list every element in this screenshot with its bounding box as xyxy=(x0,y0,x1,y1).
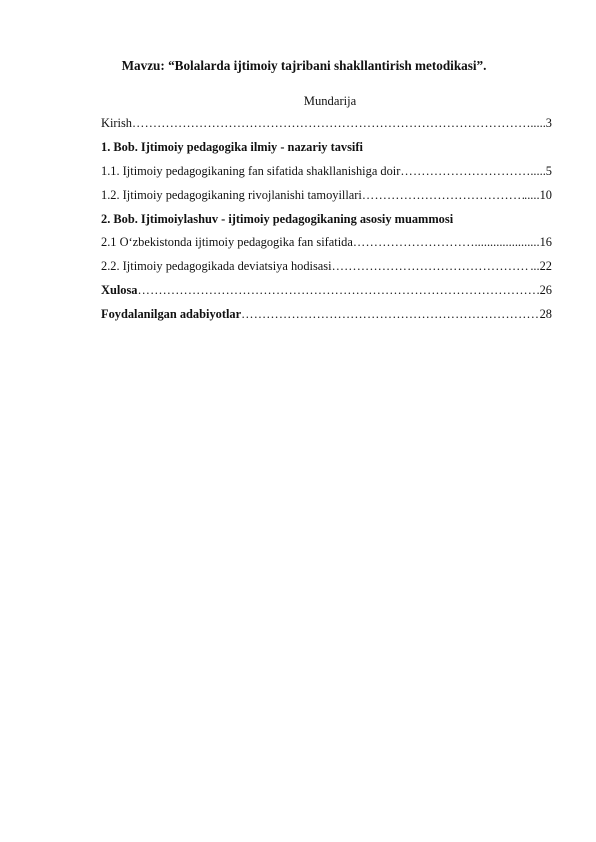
dot-leader xyxy=(138,283,540,298)
toc-entry-page: .....3 xyxy=(530,116,552,130)
dot-leader xyxy=(353,235,475,250)
dot-leader xyxy=(241,307,540,322)
toc-entry-references xyxy=(101,307,552,331)
dot-leader xyxy=(332,259,531,274)
toc-entry-label: 2.2. Ijtimoiy pedagogikada deviatsiya hodisasi xyxy=(101,259,332,274)
toc-entry-label: 1.1. Ijtimoiy pedagogikaning fan sifatida shakllanishiga doir xyxy=(101,163,401,178)
toc-entry-1-2 xyxy=(101,188,552,212)
toc-entry-page: 26 xyxy=(539,283,552,298)
toc-entry-conclusion xyxy=(101,283,552,307)
toc-entry-page: 28 xyxy=(539,307,552,322)
toc-entry-label: Xulosa xyxy=(101,283,138,298)
toc-entry-2-1 xyxy=(101,235,552,259)
dot-leader xyxy=(400,164,530,179)
toc-entry-label: Kirish xyxy=(101,116,132,130)
toc-entry-label: 2. Bob. Ijtimoiylashuv - ijtimoiy pedagogikaning asosiy muammosi xyxy=(101,211,454,226)
page-title: Mavzu: “Bolalarda ijtimoiy tajribani shakllantirish metodikasi”. xyxy=(121,58,487,73)
table-of-contents xyxy=(101,116,552,331)
toc-entry-label: 2.1 O‘zbekistonda ijtimoiy pedagogika fan sifatida xyxy=(101,235,353,250)
dot-leader xyxy=(132,116,530,131)
dot-leader xyxy=(362,188,524,203)
toc-entry-label: 1. Bob. Ijtimoiy pedagogika ilmiy - nazariy tavsifi xyxy=(101,139,363,154)
toc-entry-page: .....5 xyxy=(530,163,552,178)
toc-entry-2-2 xyxy=(101,259,552,283)
toc-chapter-2-heading xyxy=(101,212,552,236)
toc-entry-page: .....10 xyxy=(524,187,552,202)
toc-entry-page: .....................16 xyxy=(474,235,552,250)
toc-entry-label: 1.2. Ijtimoiy pedagogikaning rivojlanishi tamoyillari xyxy=(101,187,362,202)
toc-entry-1-1 xyxy=(101,164,552,188)
toc-chapter-1-heading xyxy=(101,140,552,164)
toc-entry-introduction xyxy=(101,116,552,140)
toc-entry-label: Foydalanilgan adabiyotlar xyxy=(101,307,242,322)
toc-heading: Mundarija xyxy=(303,94,357,108)
toc-entry-page: ...22 xyxy=(530,259,552,274)
